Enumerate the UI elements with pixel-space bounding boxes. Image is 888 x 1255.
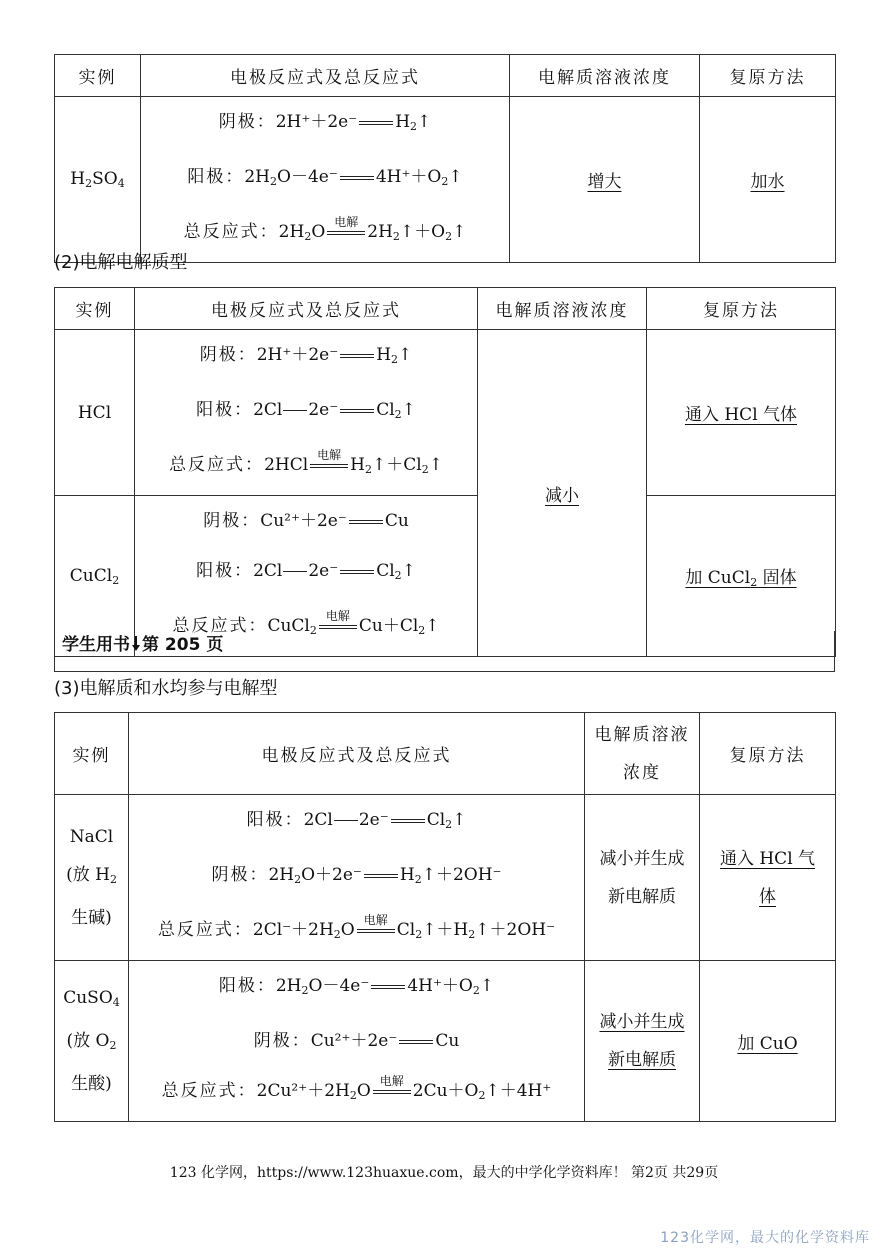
header-restore: 复原方法 [700, 55, 836, 97]
arrow-down-icon [132, 636, 140, 652]
header-concentration: 电解质溶液浓度 [478, 288, 647, 330]
example-cell: NaCl (放 $H_2$ 生碱) [55, 795, 129, 961]
total-equation: 总反应式：2HCl 电解 $H_2↑+Cl_2↑$ [169, 447, 443, 476]
minus-dash [334, 820, 358, 821]
cathode-equation: 阴极：2H⁺＋2e⁻ $H_2↑$ [199, 345, 413, 366]
concentration-cell: 减小并生成 新电解质 [585, 961, 700, 1122]
table-row [55, 330, 836, 496]
cathode-equation: 阴极：Cu²⁺＋2e⁻ Cu [203, 511, 409, 531]
watermark: 123化学网，最大的化学资料库 [660, 1230, 870, 1246]
equations-cell [129, 795, 585, 961]
total-equation: 总反应式：$2Cl^-+2H_2O$ 电解 $Cl_2↑+H_2↑+2OH^-$ [157, 912, 556, 941]
minus-dash [283, 410, 307, 411]
restore-cell: 加水 [700, 97, 836, 263]
electrolysis-sign: 电解 [357, 929, 395, 933]
restore-cell: 通入 HCl 气 体 [700, 795, 836, 961]
anode-equation: 阳极：2Cl 2e⁻ $Cl_2↑$ [196, 400, 416, 421]
concentration-cell: 减小 [478, 330, 647, 657]
cathode-equation: 阴极：Cu²⁺＋2e⁻ Cu [253, 1031, 460, 1051]
table-row [55, 97, 836, 263]
concentration-cell: 减小并生成 新电解质 [585, 795, 700, 961]
anode-equation: 阳极：2Cl 2e⁻ $Cl_2↑$ [196, 561, 416, 582]
total-equation: 总反应式：$2Cu^{2+}+2H_2O$ 电解 $2Cu+O_2↑+4H^+$ [161, 1073, 552, 1102]
header-concentration: 电解质溶液浓度 [510, 55, 700, 97]
equals-sign [340, 354, 374, 358]
table-h2so4 [54, 54, 836, 263]
section-3-heading: (3)电解质和水均参与电解型 [54, 678, 278, 699]
anode-equation: 阳极：$2H_2O-4e^-$ $4H^++O_2↑$ [218, 976, 495, 997]
electrolysis-sign: 电解 [310, 464, 348, 468]
total-equation: 总反应式：CuCl$_2$ 电解 $Cu+Cl_2↑$ [172, 608, 440, 637]
header-example: 实例 [55, 55, 141, 97]
equations-cell [141, 97, 510, 263]
cathode-equation: 阴极：$2H_2O+2e^-$ $H_2↑+2OH^-$ [211, 865, 502, 886]
header-restore: 复原方法 [647, 288, 836, 330]
table-row [55, 795, 836, 961]
equals-sign [349, 520, 383, 524]
minus-dash [283, 571, 307, 572]
anode-equation: 阳极：2Cl 2e⁻ $Cl_2↑$ [246, 810, 467, 831]
table-header-row [55, 55, 836, 97]
restore-cell: 加 CuO [700, 961, 836, 1122]
equals-sign [371, 985, 405, 989]
header-concentration: 电解质溶液 浓度 [585, 713, 700, 795]
table-header-row [55, 713, 836, 795]
equals-sign [340, 570, 374, 574]
header-equations: 电极反应式及总反应式 [141, 55, 510, 97]
example-cell: $H_2SO_4$ [55, 97, 141, 263]
restore-cell: 加 CuCl$_2$ 固体 [647, 496, 836, 657]
equals-sign [340, 176, 374, 180]
equals-sign [391, 819, 425, 823]
section-2-heading: (2)电解电解质型 [54, 252, 188, 273]
restore-cell: 通入 HCl 气体 [647, 330, 836, 496]
anode-equation: 阳极：$2H_2O-4e^-$ $4H^++O_2↑$ [187, 167, 463, 188]
table-electrolyte-water-type [54, 712, 836, 1122]
electrolysis-sign: 电解 [327, 231, 365, 235]
header-example: 实例 [55, 288, 135, 330]
example-cell: CuCl$_2$ [55, 496, 135, 657]
equations-cell [129, 961, 585, 1122]
header-equations: 电极反应式及总反应式 [135, 288, 478, 330]
equals-sign [364, 874, 398, 878]
equations-cell [135, 330, 478, 496]
cathode-equation: 阴极：2H⁺＋2e⁻ $H_2↑$ [218, 112, 432, 133]
equals-sign [399, 1040, 433, 1044]
header-equations: 电极反应式及总反应式 [129, 713, 585, 795]
table-electrolyte-type [54, 287, 836, 657]
header-restore: 复原方法 [700, 713, 836, 795]
example-cell: HCl [55, 330, 135, 496]
concentration-cell: 增大 [510, 97, 700, 263]
total-equation: 总反应式：$2H_2O$ 电解 $2H_2↑+O_2↑$ [183, 214, 467, 243]
book-reference-note: 学生用书 第 205 页 [54, 631, 835, 672]
equals-sign [359, 121, 393, 125]
electrolysis-sign: 电解 [373, 1090, 411, 1094]
example-cell: CuSO$_4$ (放 $O_2$ 生酸) [55, 961, 129, 1122]
page-footer: 123 化学网，https://www.123huaxue.com，最大的中学化学资料库！ 第2页 共29页 [169, 1165, 719, 1181]
table-row [55, 961, 836, 1122]
equals-sign [340, 409, 374, 413]
electrolysis-sign: 电解 [319, 625, 357, 629]
table-header-row [55, 288, 836, 330]
header-example: 实例 [55, 713, 129, 795]
